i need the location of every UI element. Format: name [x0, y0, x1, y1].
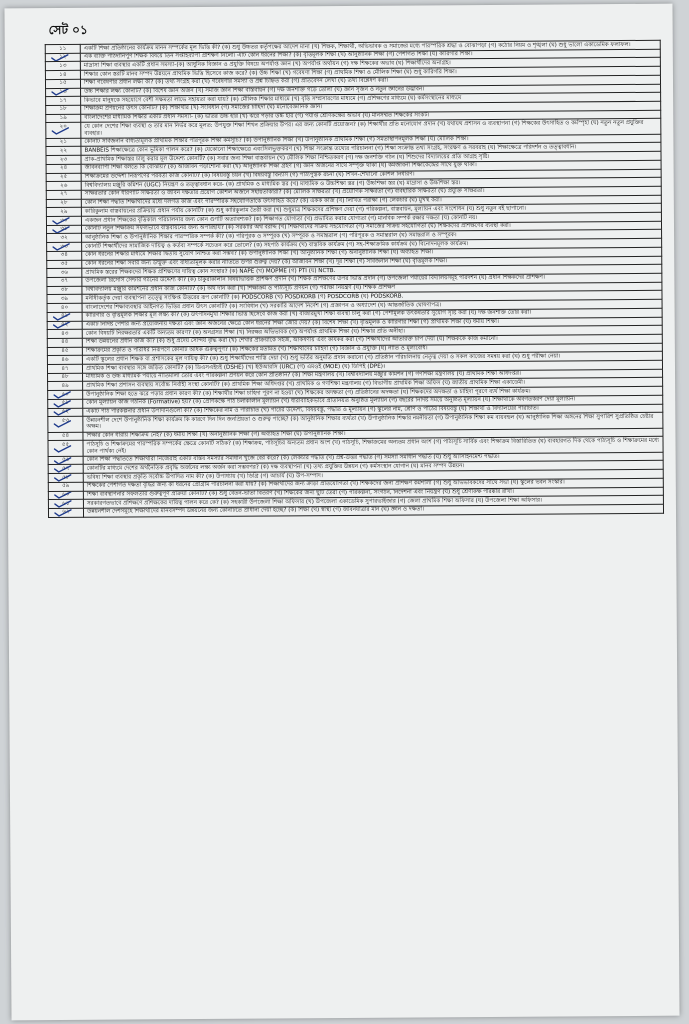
question-number: ৫১	[61, 400, 69, 407]
question-number: ৪৩	[61, 330, 69, 337]
question-text: কোনটির মাধ্যমে দেশের অর্থনৈতিক প্রবৃদ্ধি অর্জনের লক্ষ্য অর্জন করা সম্ভবপর? (ক) দক্ষ ব্যবস্থাপনা (খ) তথ্য প্রযুক্তির উন্নয়ন (গ) কর্মসংস্থান যোগান (ঘ) মানব সম্পদ উন্নয়ন।	[83, 461, 663, 474]
question-number-cell	[46, 138, 81, 147]
question-text: পাঠসূচি ও শিক্ষাক্রমের পারস্পরিক সম্পর্কের ক্ষেত্রে কোনটি সঠিক? (ক) শিক্ষাক্রম, পাঠসূচির অন্যতম প্রধান অংশ (খ) পাঠসূচি, শিক্ষাক্রমের অন্যতম প্রধান অংশ (গ) পাঠ্যসূচি সার্বিক এবং শিক্ষাক্রম বিস্তারিতিত (ঘ) ব্যবহারগত দিক থেকে পাঠ্যসূচি ও শিক্ষাক্রমের মধ্যে কোন পার্থক্য নেই।	[83, 437, 663, 456]
question-number: ২৩	[59, 156, 68, 163]
question-number: ৫২	[61, 408, 69, 415]
question-number: ৩৫	[60, 260, 68, 268]
question-number-cell	[46, 123, 81, 139]
question-number-cell	[45, 62, 80, 71]
question-number-cell	[47, 347, 82, 356]
question-text: প্রাথমিক স্তরের শিক্ষকদের শিক্ষক প্রশিক্ষণের দায়িত্ব কোন সংস্থার? (ক) NAPE (খ) MOPME (গ) PTI (ঘ) NCTB.	[82, 265, 662, 278]
question-number-cell	[46, 105, 81, 114]
question-number-cell	[47, 251, 82, 260]
question-text: শিক্ষা উন্নয়নের প্রধান কাজ কী? (ক) শুধু প্রদেয় সৌন্দর্য বৃদ্ধি করা (খ) শেখার প্রক্রিয়াকে সহজ, আকর্ষণীয় এবং কার্যকর করা (গ) শিক্ষার্থীদের অতিরিক্ত চাপ দেয়া (ঘ) শিক্ষককে কাজ কমানো।	[82, 334, 662, 347]
question-number-cell	[47, 364, 82, 373]
question-number: ৩৯	[60, 295, 69, 302]
question-text: মনীষীকর্তৃক দেয়া ব্যবস্থাপনা তত্ত্বে সংক্ষিপ্ত উত্তরের রূপ কোনটি? (ক) PODSCORB (খ) POSDKORB (গ) POSDCORB (ঘ) PODSKORB.	[82, 291, 662, 304]
question-number-cell	[45, 70, 80, 79]
question-number: ১৩	[59, 62, 67, 69]
question-text: শিক্ষকের পেশাগত দক্ষতা বৃদ্ধির জন্য কী ধরনের প্রোগ্রাম পরিচালনা করা যায়? (ক) শিক্ষার্থীদের জন্য ক্রীড়া প্রতিযোগিতা (খ) শিক্ষকদের জন্য প্রশিক্ষণ কর্মশালা (গ) শুধু অভিভাবকদের সাথে সভা (ঘ) স্কুলের ভবন সংস্কার।	[83, 478, 663, 491]
question-number: ১৭	[59, 97, 67, 104]
question-number: ২১	[59, 139, 68, 146]
question-text: আনুষ্ঠানিক শিক্ষা ও উপানুষ্ঠানিক শিক্ষার পারস্পরিক সম্পর্ক কী? (ক) পরিপূরক ও সম্পূরক (খ) সম্পূরক ও সমান্তরাল (গ) পরিপূরক ও সমান্তরাল (ঘ) সমান্তরাল ও সম্পূরক।	[82, 230, 662, 243]
question-table	[45, 40, 664, 518]
question-number-cell	[47, 303, 82, 312]
question-number: ৬০	[62, 491, 70, 499]
question-number-cell	[47, 242, 82, 251]
question-text: শিক্ষাক্রমের উদ্দেশ্য নিরূপণের পরবর্তী কাজ কোনটি? (ক) বিষয়বস্তু চয়ন (খ) বিষয়বস্তু বিন্যাস (গ) পাঠ্যপুস্তক রচনা (ঘ) শিখন-শেখানো কৌশল নির্ধারণ।	[81, 169, 661, 182]
question-number-cell	[48, 508, 83, 517]
question-text: বিশ্ববিদ্যালয় মঞ্জুরি কমিশনের প্রধান কাজ কোনটি? (ক) অর্থ দান করা (খ) শিক্ষাক্রম ও পাঠ্যসূচি প্রণয়ন (গ) পরীক্ষা নিয়ন্ত্রণ (ঘ) শিক্ষক প্রশিক্ষণ	[82, 282, 662, 295]
question-number: ৫৬	[61, 457, 70, 464]
question-text: উপজেলা রিসোর্স সেন্টার গঠনের উদ্দেশ্য কী? (ক) চাকুরীকালীন বিষয়ভিত্তিক প্রশিক্ষণ প্রদান (খ) শিক্ষক প্রশিক্ষণের উপর ভিত্তি প্রদান (গ) উপজেলা পর্যায়ের বিদ্যালয়সমূহ পরিদর্শন (ঘ) প্রধান শিক্ষকদের প্রশিক্ষণ।	[82, 273, 662, 286]
set-title: সেট ০১	[48, 22, 88, 38]
question-text: মাদ্রাসা শিক্ষা ব্যবস্থার একটি প্রধান সমস্যা-(ক) আধুনিক বিজ্ঞান ও প্রযুক্তি বিষয়ে অপর্যাপ্ত জ্ঞান (খ) অপর্যাপ্ত অর্থায়ন (গ) দক্ষ শিক্ষকের অভাব (ঘ) শিক্ষার্থীদের অনাগ্রহ।	[80, 58, 660, 71]
question-text: কোনটি সার্বজনীন বাধ্যতামূলক প্রাথমিক শিক্ষার পরিপূরক শিক্ষা কর্মসূচি? (ক) উপানুষ্ঠানিক শিক্ষা (খ) উপানুষ্ঠানিক প্রাথমিক শিক্ষা (গ) সমতাস্থাপনমূলক শিক্ষা (ঘ) মৌলিক শিক্ষা।	[81, 134, 661, 147]
question-number-cell	[48, 441, 83, 457]
question-number-cell	[48, 432, 83, 441]
question-number-cell	[48, 456, 83, 465]
question-number-cell	[46, 199, 81, 208]
question-number: ৩৮	[60, 287, 69, 294]
question-number: ২২	[59, 147, 68, 154]
question-number-cell	[45, 44, 80, 53]
question-number-cell	[48, 390, 83, 399]
question-text: বিশ্ববিদ্যালয় মঞ্জুরি কমিশন (UGC) নিয়ন্ত্রণ ও তত্ত্বাবধান করে- (ক) প্রাথমিক ও মাধ্যমিক স্তর (খ) মাধ্যমিক ও উচ্চশিক্ষা স্তর (গ) উচ্চশিক্ষা স্তর (ঘ) মাদ্রাসা ও উচ্চশিক্ষা স্তর।	[81, 178, 661, 191]
question-number: ১২	[59, 54, 67, 61]
question-number: ২৯	[60, 208, 68, 215]
question-number: ৩১	[60, 226, 68, 233]
question-number: ২৫	[59, 173, 68, 181]
question-number-cell	[48, 473, 83, 482]
question-text: প্রাথমিক শিক্ষা প্রশাসন ব্যবস্থায় সর্বোচ্চ নির্বাহী সংস্থা কোনটি? (ক) প্রাথমিক শিক্ষা অধিদপ্তর (খ) প্রাথমিক ও গণশিক্ষা মন্ত্রণালয় (গ) বিভাগীয় প্রাথমিক শিক্ষা অফিস (ঘ) জাতীয় প্রাথমিক শিক্ষা একাডেমী।	[83, 378, 663, 391]
question-text: জীবনব্যাপী শিক্ষা বলতে কি বোঝায়? (ক) আজীবন পড়াশোনা করা (খ) আনুষ্ঠানিক শিক্ষা গ্রহণ (গ) জ্ঞান অর্জনের সাথে সম্পৃক্ত থাকা (ঘ) কর্মজীবনী শিক্ষাকেন্দ্রের সাথে যুক্ত থাকা।	[81, 160, 661, 173]
question-number: ৪৫	[61, 348, 69, 355]
question-text: উন্নয়নশীল দেশে উপানুষ্ঠানিক শিক্ষা কার্যক্রম কি কারণে দিন দিন জনপ্রিয়তা ও গুরুত্ব পাচ্ছে? (ক) আনুষ্ঠানিক শিক্ষার ব্যর্থতা (খ) উপানুষ্ঠানিক শিক্ষার নমনীয়তা (গ) উপানুষ্ঠানিক শিক্ষা কম ব্যয়বহুল (ঘ) আনুষ্ঠানিক শিক্ষা অঙ্গনের শিক্ষা সুপারিশ সুপ্রতিষ্ঠিত চেষ্টার অক্ষম।	[83, 412, 663, 431]
question-number: ২০	[59, 123, 67, 130]
question-text: কোন মূল্যায়ন কাজ গঠনিক (Formative) হয়? (ক) প্রেণিকক্ষে পাঠ চলাকালীন মূল্যায়ন (খ) ধারাবাহিকভাবে প্রতিনিয়ত অনুষ্ঠিত মূল্যায়ন (গ) বছরের নির্দিষ্ট সময়ে অনুষ্ঠিত মূল্যায়ন (ঘ) শিক্ষার্থীকে অবগতকরণ দেয়া মূল্যায়ন।	[83, 395, 663, 408]
question-number: ১৯	[59, 115, 67, 122]
question-number: ৬১	[62, 500, 70, 507]
question-text: সরকারগতভাবে প্রশিক্ষণে প্রশিক্ষকের দায়িত্ব পালন করে কে? (ক) সহকারী উপজেলা শিক্ষা অফিসার (খ) উপজেলা একাডেমিক সুপারভাইজার (গ) জেলা প্রাথমিক শিক্ষা অফিসার (ঘ) উপজেলা শিক্ষা অফিসার।	[83, 496, 663, 509]
question-text: শিক্ষা ব্যবস্থাপনার সফলতার গুরুত্বপূর্ণ প্রক্রিয়া কোনটি? (ক) শুধু বেতন-ভাতা বিতরণ (খ) শিক্ষকের জন্য ছুটি তৈরী (গ) পরিকল্পনা, সংগঠন, নির্দেশনা এবং নিয়ন্ত্রণ (ঘ) শুধু শ্রেণীকক্ষ পরিষ্কার রাখা।	[83, 487, 663, 500]
question-number: ১৮	[59, 106, 67, 113]
question-number: ৬২	[62, 509, 70, 516]
question-number: ৩০	[60, 217, 68, 224]
question-number: ৫৫	[61, 441, 70, 448]
question-text: শিক্ষার কোন স্তরটি মানব সম্পদ উন্নয়নে প্রাথমিক ভিত্তি হিসেবে কাজ করে? (ক) উচ্চ শিক্ষা (খ) গবেষণা শিক্ষা (গ) প্রাথমিক শিক্ষা ও মৌলিক শিক্ষা (ঘ) শুধু কারিগরি শিক্ষা।	[80, 66, 660, 79]
question-text: কোনটি শিক্ষার্থীদের সামাজিক দায়িত্ব ও কর্তব্য সম্পর্কে সচেতন করে তোলে? (ক) সহপাঠ কার্যক্রম (খ) বাস্তবিক কার্যক্রম (গ) সহ-শিক্ষাক্রমিক কার্যক্রম (ঘ) বিনোদনমূলক কার্যক্রম।	[82, 238, 662, 251]
question-text: একটি নির্দিষ্ট পেশার জন্য প্রয়োজনীয় দক্ষতা এবং জ্ঞান অর্জনের ক্ষেত্রে কোন ধরনের শিক্ষা জোর দেয়? (ক) বিশেষ শিক্ষা (খ) বৃত্তিমূলক ও কারিগরি শিক্ষা (গ) প্রাথমিক শিক্ষা (ঘ) ধর্মীয় শিক্ষা।	[82, 317, 662, 330]
question-text: যে কোন দেশের শিক্ষা ব্যবস্থা ও তার মান নির্ভর করে মূলত: উপযুক্ত শিক্ষা শিখন প্রক্রিয়ার উপর। এর জন্য কোনটি প্রয়োজন? (ক) শিক্ষার্থীর প্রতি মনোযোগ প্রদান (খ) যথাযথ প্রশাসন ও ব্যবস্থাপনা (গ) শিক্ষকের উৎসাহিত ও কর্মস্পৃহা (ঘ) নতুন নতুন প্রযুক্তির ব্যবহার।	[81, 119, 661, 138]
question-number-cell	[47, 277, 82, 286]
question-number-cell	[48, 417, 83, 433]
question-text: উপানুষ্ঠানিক শিক্ষা হতে ঝরে পড়ার প্রধান কারণ কী? (ক) শিক্ষার্থীর শিক্ষা চাহিদা পূরণ না হওয়া (খ) শিক্ষকের অদক্ষতা (গ) প্রতিষ্ঠানের অদক্ষতা (ঘ) শিক্ষকদের অদক্ষতা ও চাহিদা পূরণে ব্যর্থ শিক্ষা কার্যক্রম।	[83, 386, 663, 399]
question-number: ৩৩	[60, 243, 68, 250]
question-number-cell	[47, 286, 82, 295]
question-number: ৫৭	[62, 465, 70, 472]
question-text: বাংলাদেশের মাধ্যমিক শিক্ষার একটি প্রধান সমস্যা- (ক) ভর্তির উচ্চ হার (খ) ঝরে পড়ার উচ্চ হার (গ) পর্যাপ্ত শ্রেণিকক্ষের অভাব (ঘ) মানসম্মত শিক্ষকের সংকট।	[81, 110, 661, 123]
question-number: ২৮	[60, 200, 68, 207]
question-number: ৫৩	[61, 417, 70, 424]
question-number: ৩২	[60, 234, 68, 241]
question-text: প্রাক-প্রাথমিক শিক্ষাস্তর চালু করার মূল উদ্দেশ্য কোনটি? (ক) সবার জন্য শিক্ষা বাস্তবায়ন (খ) মৌলিক শিক্ষা নিশ্চিতকরণ (গ) দক্ষ জনশক্তি গঠন (ঘ) শিশুদের বিদ্যালয়ের প্রতি আগ্রহ সৃষ্টি।	[81, 151, 661, 164]
question-text: একটি পাঠ পরিকল্পনার প্রধান উপাদানগুলো কী? (ক) শিক্ষকের নাম ও পরিচিতি (খ) পাঠের উদ্দেশ্য, বিষয়বস্তু, পদ্ধতি ও মূল্যায়ন (গ) স্কুলের নাম, শ্রেণি ও পাঠের বিষয়বস্তু (ঘ) শিক্ষার্থী ও বিদ্যালয়ের পরিচিতি।	[83, 404, 663, 417]
question-text: কারিকুলাম বাস্তবায়নের প্রক্রিয়ায় প্রধান পর্যায় কোনটি? (ক) শুধু কারিকুলাম তৈরী করা (খ) শুধুমাত্র শিক্ষকদের প্রশিক্ষণ দেয়া (গ) পরিকল্পনা, বাস্তবায়ন, মূল্যায়ন এবং সংশোধন (ঘ) শুধু নতুন বই ছাপানো।	[81, 204, 661, 217]
question-number-cell	[47, 321, 82, 330]
question-number-cell	[48, 408, 83, 417]
question-text: শিক্ষাক্রমের প্রকৃতি ও পরিধির নিরূপণে কোনটি অধিক গুরুত্বপূর্ণ? (ক) শিক্ষকের মতামত (খ) শিক্ষার্থীদের চাহিদা (গ) বিজ্ঞান ও প্রযুক্তি (ঘ) নীতি ও মূল্যবোধ।	[82, 343, 662, 356]
question-text: ভবিষ্য শিক্ষা ব্যবস্থার প্রকৃতি সর্বোচ্চ উপাদিত নাম কী? (ক) উপাধ্যায় (খ) ডিগ্রি (গ) আচার্য (ঘ) উপ-সম্পাদ।	[83, 469, 663, 482]
question-text: একটি স্কুলের প্রধান শিক্ষক বা প্রশাসকের মূল দায়িত্ব কী? (ক) শুধু শিক্ষার্থীদের শাস্তি দেয়া (খ) শুধু ভর্তির অনুমতি প্রদান করানো (গ) প্রতিষ্ঠান পরিচালনায় নেতৃত্ব দেয়া ও সকল কাজের সমন্বয় করা (ঘ) শুধু পরীক্ষা নেয়া।	[82, 352, 662, 365]
question-number-cell	[46, 88, 81, 97]
question-number: ৫৯	[62, 483, 70, 490]
question-number-cell	[48, 491, 83, 500]
question-number: ১৪	[59, 71, 67, 78]
question-number: ২৭	[60, 191, 68, 198]
question-number-cell	[47, 269, 82, 278]
question-text: কোন শিক্ষা পদ্ধতি শিক্ষার্থীদের মধ্যে দলগত কাজ এবং পারস্পরিক সহযোগিতাকে উৎসাহিত করে? (ক) একক কাজ (খ) লিখিত পরীক্ষা (গ) লেকচার (ঘ) মুখস্থ করা।	[81, 195, 661, 208]
question-text: কারিগরি ও বৃত্তিমূলক শিক্ষার মূল লক্ষ্য কী? (ক) উৎপাদনমুখী শিক্ষার ভিত্তি হিসেবে কাজ করা (খ) বাজারমুখী শিক্ষা ব্যবস্থা চালু করা (গ) পেশামূলক উৎকর্ষতার সুযোগ সৃষ্টি করা (ঘ) দক্ষ জনশক্তি তৈরি করা।	[82, 308, 662, 321]
question-number-cell	[46, 155, 81, 164]
question-text: শিক্ষাক্রম প্রণয়নের উৎস কোনটি? (ক) শিক্ষার্থীর (খ) সংবিধান (গ) সমাজের চাহিদা (ঘ) মনোবৈজ্ঞানিক জ্ঞান।	[81, 101, 661, 114]
question-text: উচ্চ শিক্ষার লক্ষ্য কোনটি? (ক) বিশেষ জ্ঞান অর্জন (খ) সমাজ জ্ঞান শিক্ষা বাস্তবায়ন (গ) দক্ষ জনশক্তি গড়ে তোলা (ঘ) জ্ঞান সৃজন ও নতুন জ্ঞানের উদ্ভাবন।	[81, 84, 661, 97]
question-number-cell	[47, 295, 82, 304]
question-table-body	[45, 40, 663, 517]
question-number: ৪০	[60, 304, 69, 311]
question-text: কোন শিক্ষা পদ্ধতিতে শিক্ষার্থীরা নিজেরাই একটি বাস্তব সমস্যার সমাধান খুঁজে বের করে? (ক) লেকচার পদ্ধতি (খ) প্রশ্ন-উত্তর পদ্ধতি (গ) সমস্যা সমাধান পদ্ধতি (ঘ) শুধু অ্যাসাইনমেন্ট পদ্ধতি।	[83, 452, 663, 465]
question-number-cell	[45, 53, 80, 62]
question-number-cell	[47, 260, 82, 269]
question-number: ৩৪	[60, 252, 68, 259]
question-number: ১৬	[59, 88, 67, 95]
question-number: ১৫	[59, 80, 67, 87]
question-number: ২৪	[59, 165, 68, 172]
question-number-cell	[48, 500, 83, 509]
question-number-cell	[47, 356, 82, 365]
question-number-cell	[47, 312, 82, 321]
question-number: ৪১	[60, 313, 69, 320]
question-number-cell	[46, 208, 81, 217]
question-number-cell	[46, 225, 81, 234]
question-text: এক ব্যক্তি পাঠদানিপুণ শিক্ষক বিষয়ে তিন সপ্তাহব্যাপী প্রশিক্ষণ নিলো। এটি কোন ধরনের শিক্ষা? (ক) বৃত্তিমূলক শিক্ষা (খ) আনুষ্ঠানিক শিক্ষা (গ) পেশাগত শিক্ষা (ঘ) কারিগরি শিক্ষা।	[80, 49, 660, 62]
question-number: ৪৭	[61, 365, 69, 372]
question-number-cell	[46, 216, 81, 225]
question-number: ৫৪	[61, 433, 70, 440]
question-number-cell	[46, 190, 81, 199]
question-number-cell	[48, 373, 83, 382]
question-text: BANBEIS শিক্ষাক্ষেত্রে কোন ভূমিকা পালন করে? (ক) যেকোনো শিক্ষাক্ষেত্রে এবংসিলভুক্তকরণ (খ) শিক্ষা সংক্রান্ত তথ্যের পরিচালনা (গ) শিক্ষা সংক্রান্ত তথ্য সংগ্রহ, সংরক্ষণ ও সরবরাহ (ঘ) শিক্ষাক্ষেত্রে পরিদর্শন ও তত্ত্বাবধান।	[81, 143, 661, 156]
question-number-cell	[46, 182, 81, 191]
question-text: কোনটি নতুন শিক্ষাক্রম সফলভাবে বাস্তবায়নের জন্য অপরিহার্য? (ক) সরকারি অর্থ বরাদ্দ (খ) শিক্ষার্থীদের সক্রিয় সহযোগিতা (গ) সমাজের সক্রিয় সহযোগিতা (ঘ) শিক্ষকদের প্রশিক্ষণের ব্যবস্থা করা।	[81, 221, 661, 234]
question-number: ৪৯	[61, 382, 69, 389]
question-text: সাক্ষরতার কোন ধারণাটি সাক্ষরতা ও জীবন দক্ষতার প্রয়োগ কৌশল অর্জনে সহায়তাকারী? (ক) মৌলিক সাক্ষরতা (খ) প্রয়োগিক সাক্ষরতা (গ) ব্যবহারিক সাক্ষরতা (ঘ) প্রযুক্তি সাক্ষরতা।	[81, 186, 661, 199]
question-number: ৩৬	[60, 269, 68, 276]
question-text: কোন ধরনের শিক্ষার মাধ্যমে শিক্ষার দ্বিতীয় সুযোগ নিশ্চিত করা সম্ভব? (ক) উপানুষ্ঠানিক শিক্ষা (খ) আনুষ্ঠানিক শিক্ষা (গ) অনানুষ্ঠানিক শিক্ষা (ঘ) অব্যাহত শিক্ষা।	[82, 247, 662, 260]
question-number-cell	[45, 79, 80, 88]
question-number: ৪২	[61, 321, 69, 328]
question-number: ২৬	[60, 182, 68, 189]
question-number: ৪৬	[61, 356, 69, 363]
question-number: ৪৮	[61, 374, 69, 381]
question-number-cell	[48, 482, 83, 491]
question-text: কোন বিষয়টি নিরক্ষরতার একটি অন্যতম কারণ? (ক) অনগ্রসর শিক্ষা (খ) নিরক্ষর অভিভাবক (গ) অপর্যাপ্ত প্রাথমিক শিক্ষা (ঘ) শিক্ষার প্রতি অনীহা।	[82, 325, 662, 338]
question-number-cell	[46, 114, 81, 123]
question-number-cell	[47, 338, 82, 347]
question-number-cell	[48, 399, 83, 408]
question-number-cell	[47, 234, 82, 243]
question-text: একটি শিক্ষা প্রতিষ্ঠানের কার্যক্রম মানন সম্পর্কের মূল ভিত্তি কী? (ক) শুধু উচ্চতর কর্তৃপক্ষের আদেশ মানা (খ) শিক্ষক, শিক্ষার্থী, অভিভাবক ও সমাজের মধ্যে পারস্পরিক শ্রদ্ধা ও বোঝাপড়া (গ) কঠোর নিয়ম ও শৃঙ্খলা (ঘ) শুধু ভালো একাডেমিক ফলাফল।	[80, 40, 660, 53]
question-text: একজন প্রধান শিক্ষকের বৃত্তিকাল পরিচালনার জন্য কোন গুণটি অত্যাবশ্যক? (ক) শিক্ষাগত যোগ্যতা (খ) প্রভাবিত করার যোগ্যতা (গ) মানবিক সম্পর্ক রক্ষার দক্ষতা (ঘ) কোনটি নয়।	[81, 212, 661, 225]
question-text: কোন ধরনের শিক্ষা সবার জন্য উন্মুক্ত এবং বাধ্যতামূলক করার নীতিতে উপর গুরুত্ব দেয়? (ক) আজীবন শিক্ষা (খ) দূর শিক্ষা (গ) সার্বজনীন শিক্ষা (ঘ) বৃত্তিমূলক শিক্ষা।	[82, 256, 662, 269]
question-number-cell	[46, 173, 81, 182]
question-number: ৩৭	[60, 278, 69, 285]
question-text: উন্নয়নশীল দেশসমূহে শিক্ষার্থীদের মানবসম্পদ উন্নয়নের জন্য কোনটিতে প্রাধান্য দেয়া হচ্ছে? (ক) শিক্ষা (খ) স্বাস্থ্য (গ) জীবনযাত্রার মান (ঘ) জ্ঞান ও দক্ষতা।	[83, 504, 663, 517]
question-number-cell	[46, 147, 81, 156]
question-number: ১১	[59, 45, 67, 52]
question-number: ৫০	[61, 391, 69, 398]
question-text: প্রাথমিক শিক্ষা ব্যবস্থার সঙ্গে জড়িত কোনটি? (ক) ডিএসএইচই (DSHE) (খ) ইউআরসি (URC) (গ) এমওই (MOE) (ঘ) ডিপিই (DPE)।	[82, 360, 662, 373]
exam-sheet	[4, 4, 679, 1021]
question-number-cell	[47, 330, 82, 339]
question-number-cell	[48, 382, 83, 391]
question-text: শিক্ষা গবেষণার প্রধান লক্ষ্য কী? (ক) তথ্য সংগ্রহ করা (খ) গবেষণার সমস্যা ও প্রশ্ন চিহ্নিত করা (গ) প্রতিবেদন লেখা (ঘ) তথ্য বিশ্লেষণ করা।	[80, 75, 660, 88]
question-text: বাংলাদেশের শিক্ষাব্যবস্থার আইনগত ভিত্তির প্রধান উৎস কোনটি? (ক) সংবিধান (খ) সরকারি আদেশ নির্দেশ (গ) প্রজ্ঞাপন ও অধ্যাদেশ (ঘ) আন্তর্জাতিক ঘোষণাপত্র।	[82, 299, 662, 312]
question-text: শিক্ষার কোন ধারায় শিক্ষাক্রম নেই? (ক) ধর্মীয় শিক্ষা (খ) অনানুষ্ঠানিক শিক্ষা (গ) অব্যাহত শিক্ষা (ঘ) উপানুষ্ঠানিক শিক্ষা।	[83, 428, 663, 441]
question-number-cell	[46, 97, 81, 106]
question-text: মাধ্যমিক ও উচ্চ মাধ্যমিক পর্যায়ে নীতিমালা তৈরি এবং পরিকল্পনা প্রণয়ন করে কোন প্রতিষ্ঠান? (ক) শিক্ষা মন্ত্রণালয় (খ) বিশ্ববিদ্যালয় মঞ্জুরি কমিশন (গ) গণশিক্ষা মন্ত্রণালয় (ঘ) প্রাথমিক শিক্ষা অধিদপ্তর।	[83, 369, 663, 382]
question-number-cell	[46, 164, 81, 173]
question-number: ৫৮	[62, 474, 70, 481]
question-number: ৪৪	[61, 339, 69, 346]
question-text: কিভাবে মানুষকে সহযোগে বেশী সক্ষমতা লাভে সহায়তা করা যায়? (ক) মৌলিক শিক্ষার মাধ্যমে (খ) বৃত্তি সম্প্রসারণের মাধ্যমে (গ) প্রশিক্ষণের মাধ্যমে (ঘ) কর্মসংস্থানের মাধ্যমে	[81, 92, 661, 105]
question-number-cell	[48, 465, 83, 474]
